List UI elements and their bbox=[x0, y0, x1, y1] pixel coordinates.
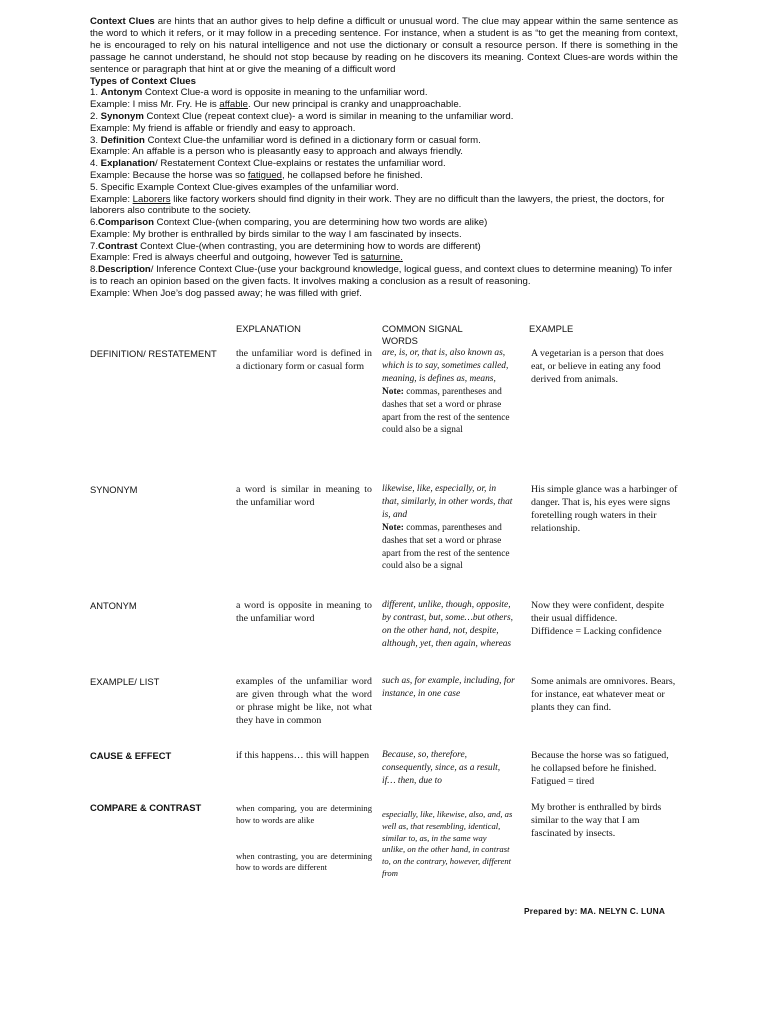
type-example bbox=[90, 229, 678, 241]
example-cell bbox=[529, 749, 678, 801]
example-underlined-word: fatigued bbox=[247, 169, 282, 181]
table-body bbox=[90, 347, 678, 951]
category-label: COMPARE & CONTRAST bbox=[90, 802, 202, 813]
category-label: DEFINITION/ RESTATEMENT bbox=[90, 348, 217, 359]
signal-cell bbox=[382, 347, 529, 483]
explanation-cell bbox=[236, 749, 382, 801]
example-text: Example: Fred is always cheerful and outgoing, however Ted is bbox=[90, 252, 361, 264]
type-item bbox=[90, 87, 678, 99]
type-keyword: Antonym bbox=[100, 87, 143, 99]
type-item bbox=[90, 111, 678, 123]
category-cell bbox=[90, 483, 236, 599]
signal-words: are, is, or, that is, also known as, which is to say, sometimes called, meaning, is defines as, means, bbox=[382, 348, 509, 384]
table-row bbox=[90, 749, 678, 801]
type-item bbox=[90, 135, 678, 147]
example-cell bbox=[529, 483, 678, 599]
table-row bbox=[90, 599, 678, 675]
type-description: Context Clue (repeat context clue)- a word is similar in meaning to the unfamiliar word. bbox=[143, 110, 514, 122]
signal-words: different, unlike, though, opposite, by contrast, but, some…but others, on the other hand, not, despite, although, yet, then again, whereas bbox=[382, 600, 513, 649]
type-description: / Restatement Context Clue-explains or restates the unfamiliar word. bbox=[155, 158, 446, 170]
type-example bbox=[90, 252, 678, 264]
explanation-cell bbox=[236, 347, 382, 483]
table-row bbox=[90, 675, 678, 749]
category-cell bbox=[90, 675, 236, 749]
types-container bbox=[90, 87, 678, 299]
example-text-2: Diffidence = Lacking confidence bbox=[531, 626, 662, 637]
type-example bbox=[90, 288, 678, 300]
type-example bbox=[90, 99, 678, 111]
explanation-text: when comparing, you are determining how to words are alike bbox=[236, 803, 372, 825]
type-description: Context Clue-the unfamiliar word is defined in a dictionary form or casual form. bbox=[144, 134, 481, 146]
example-cell bbox=[529, 801, 678, 951]
signal-cell bbox=[382, 749, 529, 801]
header-blank bbox=[90, 323, 236, 347]
note-label: Note: bbox=[382, 522, 404, 533]
explanation-text: the unfamiliar word is defined in a dictionary form or casual form bbox=[236, 348, 372, 372]
signal-cell bbox=[382, 599, 529, 675]
explanation-text: a word is similar in meaning to the unfamiliar word bbox=[236, 484, 372, 508]
type-description: Context Clue-(when comparing, you are determining how two words are alike) bbox=[154, 217, 488, 229]
type-item bbox=[90, 264, 678, 288]
explanation-cell bbox=[236, 675, 382, 749]
type-item bbox=[90, 217, 678, 229]
type-item bbox=[90, 241, 678, 253]
header-explanation: EXPLANATION bbox=[236, 323, 301, 334]
category-cell bbox=[90, 599, 236, 675]
type-keyword: Comparison bbox=[98, 217, 154, 229]
category-label: CAUSE & EFFECT bbox=[90, 750, 172, 761]
note-text: commas, parentheses and dashes that set a word or phrase apart from the rest of the sentence could also be a signal bbox=[382, 522, 510, 572]
example-text: Now they were confident, despite their usual diffidence. bbox=[531, 600, 664, 624]
type-item bbox=[90, 182, 678, 194]
header-example: EXAMPLE bbox=[529, 323, 574, 334]
explanation-text: if this happens… this will happen bbox=[236, 750, 370, 761]
table-header-row bbox=[90, 323, 678, 347]
example-text: Example: bbox=[90, 193, 133, 205]
header-signal-words: COMMON SIGNAL WORDS bbox=[382, 323, 463, 346]
example-text: My brother is enthralled by birds similar to the way that I am fascinated by insects. bbox=[531, 802, 662, 839]
category-cell bbox=[90, 801, 236, 951]
signal-cell bbox=[382, 483, 529, 599]
signal-words: especially, like, likewise, also, and, as well as, that resembling, identical, similar to, as, in the same way bbox=[382, 809, 513, 843]
context-clue-table bbox=[90, 323, 678, 951]
category-cell bbox=[90, 347, 236, 483]
example-text-end: . Our new principal is cranky and unapproachable. bbox=[248, 99, 462, 111]
example-text: Some animals are omnivores. Bears, for instance, eat whatever meat or plants they can find. bbox=[531, 676, 676, 713]
intro-term: Context Clues bbox=[90, 16, 155, 27]
type-description: / Inference Context Clue-(use your background knowledge, logical guess, and context clues to determine meaning) To infer is to reach an opinion based on the given facts. It involves making a conclusion as a result of reasoning. bbox=[90, 264, 673, 288]
intro-paragraph bbox=[90, 16, 678, 76]
example-text: Example: My brother is enthralled by birds similar to the way I am fascinated by insects. bbox=[90, 228, 462, 240]
type-number: 1. bbox=[90, 87, 101, 99]
signal-words-2: unlike, on the other hand, in contrast to, on the contrary, however, different from bbox=[382, 844, 512, 878]
example-text: Example: When Joe’s dog passed away; he was filled with grief. bbox=[90, 287, 362, 299]
intro-text: are hints that an author gives to help define a difficult or unusual word. The clue may appear within the same sentence as the word to which it refers, or it may follow in a preceding sentence. For instance, when a student is as “to get the meaning from context, he is encouraged to rely on his natural intelligence and not use the dictionary or consult a resource person. If there is something in the passage he cannot understand, he should not stop because by reading on he discovers its meaning. Context Clues-are words within the sentence or paragraph that hint at or give the meaning of a difficult word bbox=[90, 16, 678, 75]
type-keyword: Contrast bbox=[98, 240, 138, 252]
example-text: His simple glance was a harbinger of danger. That is, his eyes were signs foretelling rough waters in their relationship. bbox=[531, 484, 678, 534]
example-text: Because the horse was so fatigued, he collapsed before he finished. bbox=[531, 750, 669, 774]
signal-words: such as, for example, including, for instance, in one case bbox=[382, 676, 515, 699]
type-keyword: Definition bbox=[100, 134, 145, 146]
category-label: ANTONYM bbox=[90, 600, 137, 611]
signal-words: Because, so, therefore, consequently, since, as a result, if… then, due to bbox=[382, 750, 501, 786]
type-keyword: Description bbox=[98, 264, 151, 276]
document-body bbox=[90, 16, 678, 300]
type-number: 4. bbox=[90, 158, 101, 170]
example-text: Example: An affable is a person who is pleasantly easy to approach and always friendly. bbox=[90, 146, 463, 158]
signal-cell bbox=[382, 801, 529, 951]
type-number: 7. bbox=[90, 240, 99, 252]
type-description: Context Clue-(when contrasting, you are determining how to words are different) bbox=[137, 240, 481, 252]
example-text: A vegetarian is a person that does eat, or believe in eating any food derived from animals. bbox=[531, 348, 664, 385]
type-number: 8. bbox=[90, 264, 99, 276]
table-row bbox=[90, 801, 678, 951]
explanation-text: a word is opposite in meaning to the unfamiliar word bbox=[236, 600, 372, 624]
type-keyword: Explanation bbox=[100, 158, 156, 170]
example-cell bbox=[529, 675, 678, 749]
type-number: 2. bbox=[90, 110, 101, 122]
signal-cell bbox=[382, 675, 529, 749]
example-text-2: Fatigued = tired bbox=[531, 776, 595, 787]
type-item bbox=[90, 158, 678, 170]
category-cell bbox=[90, 749, 236, 801]
types-heading: Types of Context Clues bbox=[90, 75, 196, 87]
type-description: Specific Example Context Clue-gives examples of the unfamiliar word. bbox=[100, 181, 399, 193]
type-number: 6. bbox=[90, 217, 99, 229]
table-row bbox=[90, 347, 678, 483]
note-text: commas, parentheses and dashes that set a word or phrase apart from the rest of the sentence could also be a signal bbox=[382, 386, 510, 436]
type-keyword: Synonym bbox=[100, 110, 144, 122]
signal-words: likewise, like, especially, or, in that, similarly, in other words, that is, and bbox=[382, 484, 513, 520]
example-text-end: , he collapsed before he finished. bbox=[282, 169, 423, 181]
prepared-by: Prepared by: MA. NELYN C. LUNA bbox=[524, 906, 666, 916]
type-number: 3. bbox=[90, 134, 101, 146]
example-underlined-word: saturnine. bbox=[360, 252, 403, 264]
category-label: SYNONYM bbox=[90, 484, 138, 495]
type-example bbox=[90, 194, 678, 218]
example-cell bbox=[529, 599, 678, 675]
category-label: EXAMPLE/ LIST bbox=[90, 676, 160, 687]
example-underlined-word: affable bbox=[219, 99, 248, 111]
example-text: Example: My friend is affable or friendly and easy to approach. bbox=[90, 122, 356, 134]
example-text-end: like factory workers should find dignity in their work. They are no difficult than the lawyers, the priest, the doctors, for laborers also contribute to the society. bbox=[90, 193, 665, 217]
type-example bbox=[90, 170, 678, 182]
example-cell bbox=[529, 347, 678, 483]
types-list bbox=[90, 76, 678, 300]
example-text: Example: Because the horse was so bbox=[90, 169, 248, 181]
type-example bbox=[90, 123, 678, 135]
type-example bbox=[90, 146, 678, 158]
example-text: Example: I miss Mr. Fry. He is bbox=[90, 99, 220, 111]
example-underlined-word: Laborers bbox=[132, 193, 171, 205]
explanation-text-2: when contrasting, you are determining how to words are different bbox=[236, 850, 372, 873]
type-number: 5. bbox=[90, 181, 101, 193]
explanation-cell bbox=[236, 801, 382, 951]
type-description: Context Clue-a word is opposite in meaning to the unfamiliar word. bbox=[142, 87, 428, 99]
table-row bbox=[90, 483, 678, 599]
explanation-cell bbox=[236, 483, 382, 599]
note-label: Note: bbox=[382, 386, 404, 397]
explanation-text: examples of the unfamiliar word are given through what the word or phrase might be like, not what they have in common bbox=[236, 676, 372, 726]
explanation-cell bbox=[236, 599, 382, 675]
